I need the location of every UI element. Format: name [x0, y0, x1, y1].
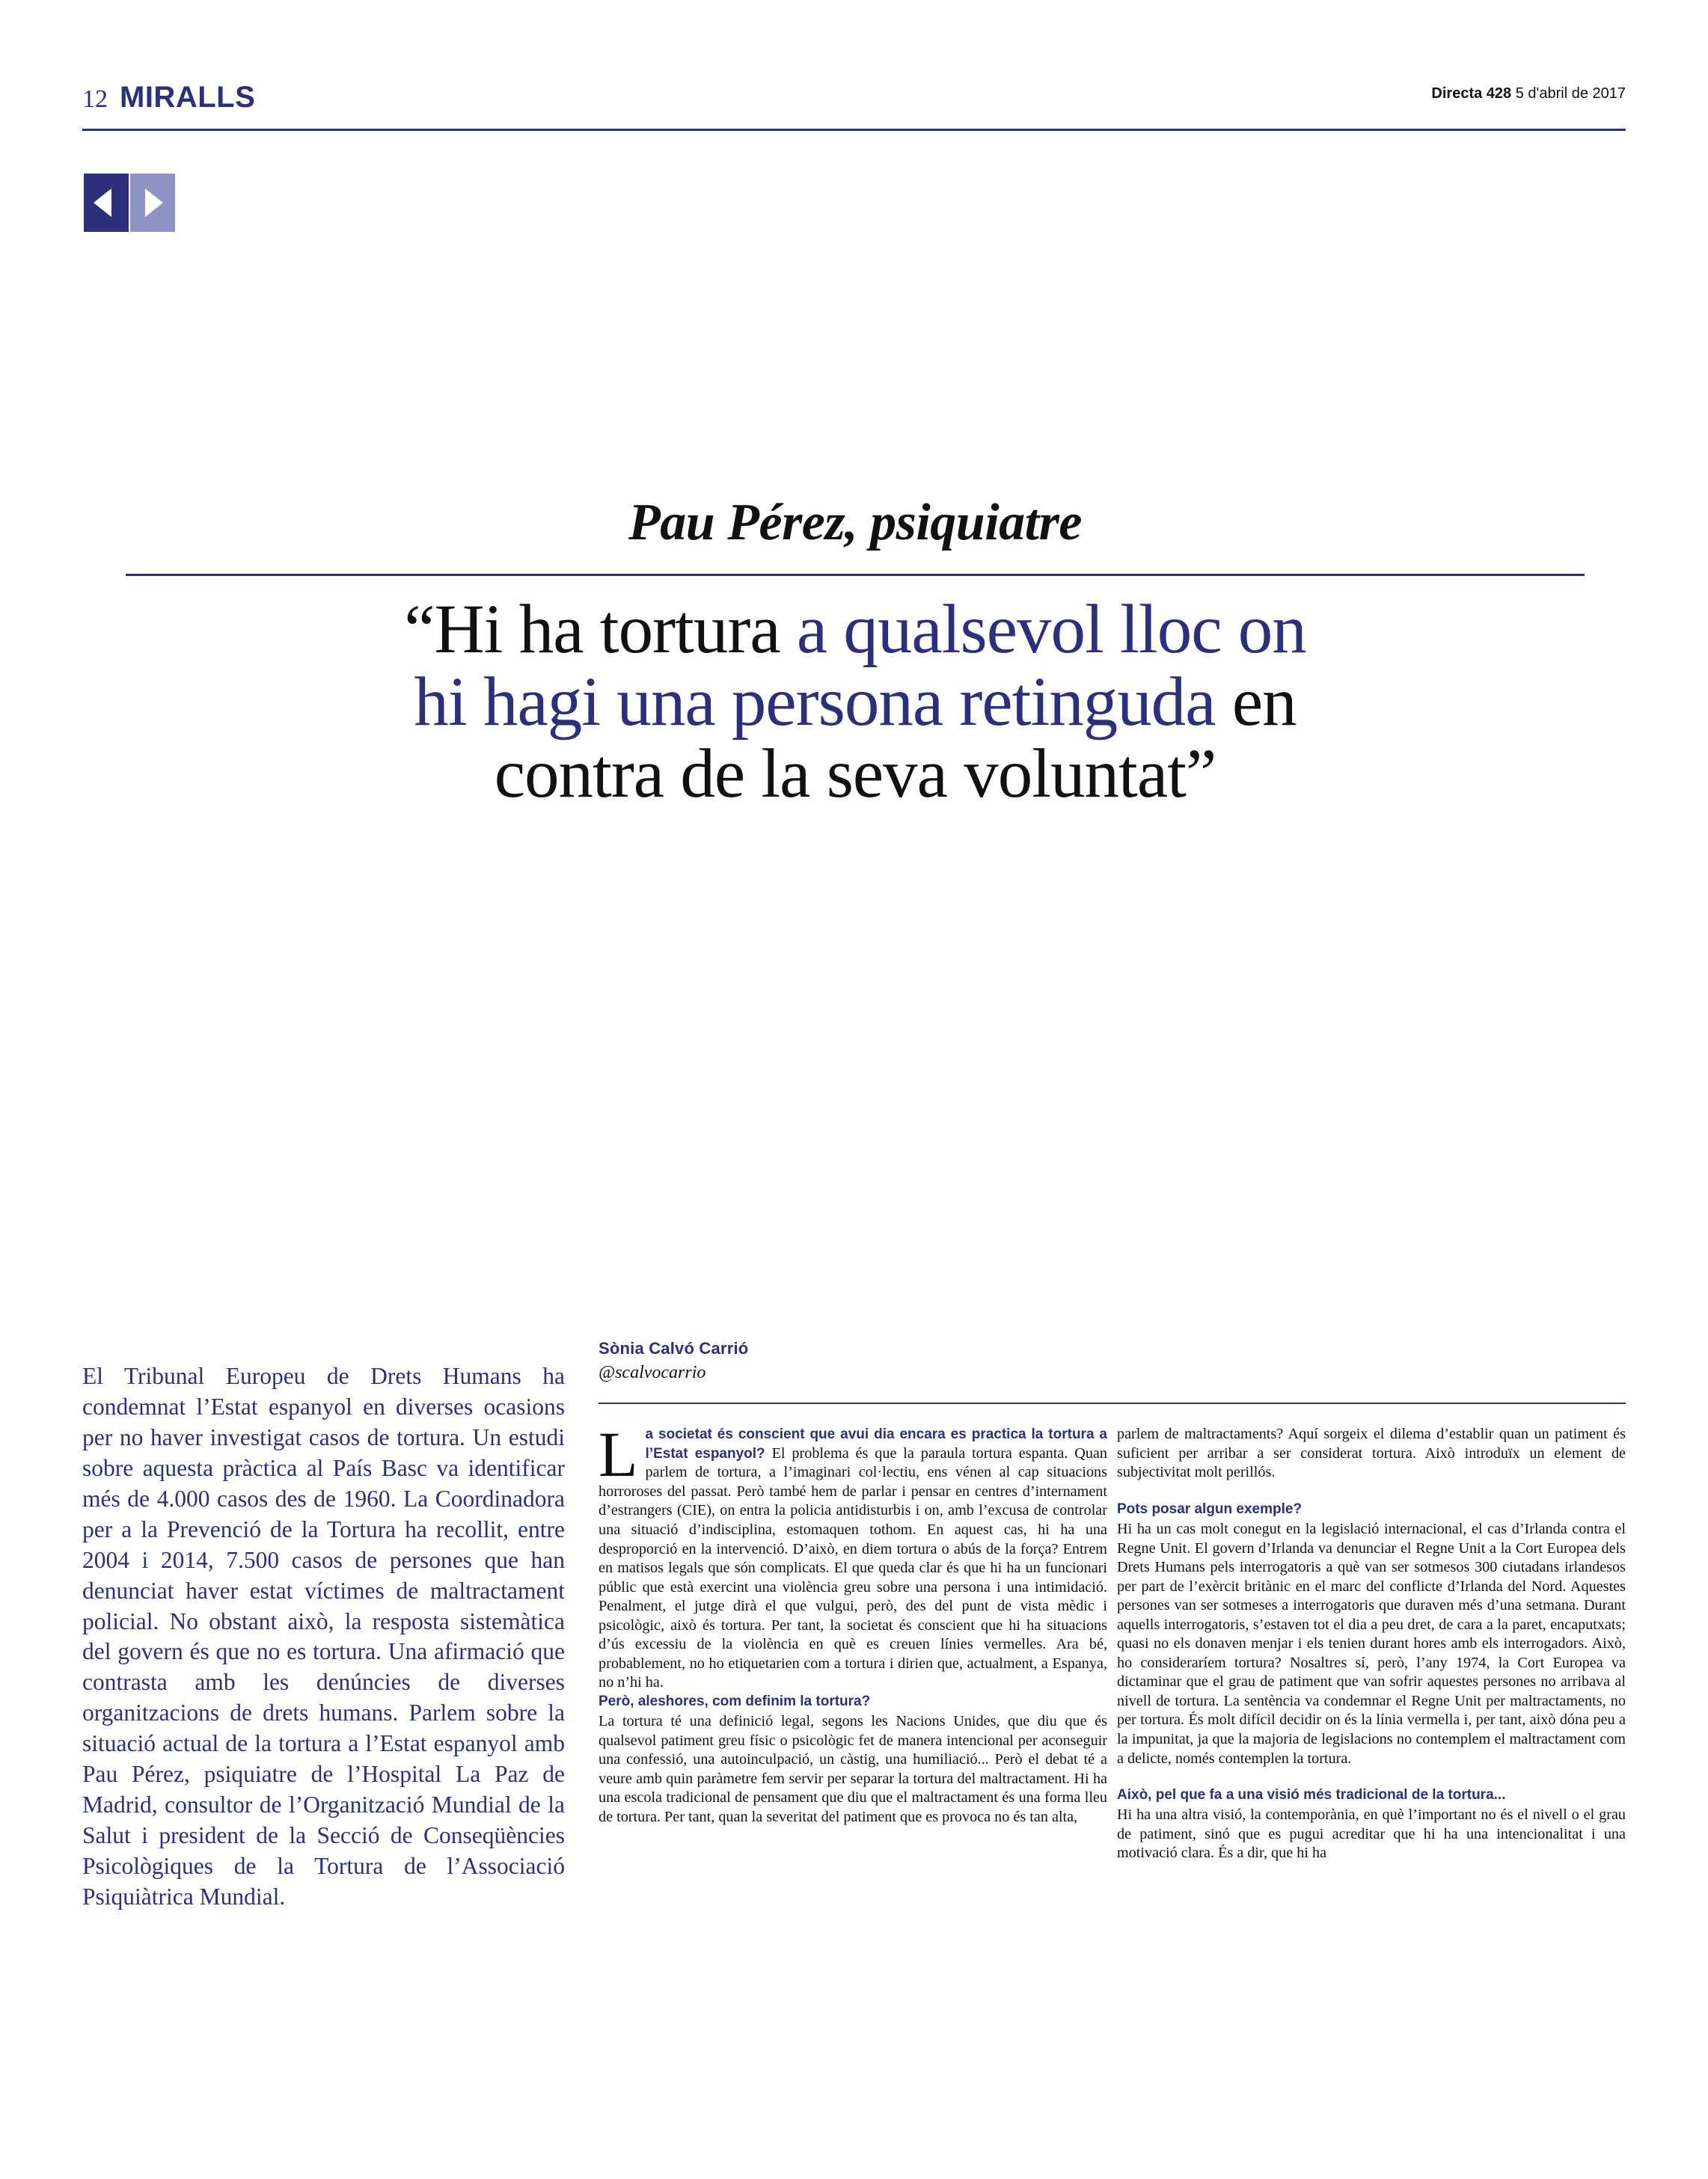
page-folio: 12 — [82, 85, 108, 113]
paragraph: parlem de maltractaments? Aquí sorgeix el dilema d’establir quan un patiment és suficient per arribar a ser considerat tortura. Això introduïx un element de subjectivitat molt perillós. — [1117, 1426, 1626, 1481]
headline-line-2-plain: en — [1231, 663, 1297, 741]
paragraph: La tortura té una definició legal, segons les Nacions Unides, que diu que és qualsevol patiment greu físic o psicològic fet de manera intencional per aconseguir una confessió, una autoinculpació, un càstig, una humiliació... Però el debat té a veure amb quin paràmetre fem servir per separar la tortura del maltractament. Hi ha una escola tradicional de pensament que diu que el maltractament és una forma lleu de tortura. Per tant, quan la severitat del patiment que es provoca no és tan alta, — [599, 1713, 1107, 1825]
kicker-divider — [126, 574, 1585, 576]
article-column-3 — [1117, 1425, 1626, 1863]
headline-block — [126, 494, 1585, 811]
question-heading: Això, pel que fa a una visió més tradicional de la tortura... — [1117, 1787, 1506, 1803]
article-kicker: Pau Pérez, psiquiatre — [628, 494, 1082, 551]
headline-line-2-blue: hi hagi una persona retinguda — [414, 663, 1232, 741]
publication-issue: Directa 428 — [1431, 85, 1512, 102]
paragraph: Hi ha un cas molt conegut en la legislació internacional, el cas d’Irlanda contra el Regne Unit. El govern d’Irlanda va denunciar el Regne Unit a la Cort Europea dels Drets Humans pels interrogatoris a què van ser sotmesos 300 ciutadans irlandesos per part de l’exèrcit britànic en el marc del conflicte d’Irlanda del Nord. Aquestes persones van ser sotmeses a interrogatoris que duraven més d’una setmana. Durant aquells interrogatoris, s’estaven tot el dia a peu dret, de cara a la paret, encaputxats; quasi no els donaven menjar i els tenien durant hores amb els interrogadors. Això, ho consideraríem tortura? Nosaltres sí, però, l’any 1974, la Cort Europea va dictaminar que el grau de patiment que van sofrir aquestes persones no arribava al nivell de tortura. La sentència va condemnar el Regne Unit per maltractaments, no per tortura. És molt difícil decidir on és la línia vermella i, per tant, això dóna peu a la impunitat, ja que la majoria de legislacions no contemplem el maltractament com a delicte, només contemplen la tortura. — [1117, 1520, 1626, 1767]
headline-line-1-plain: “Hi ha tortura — [404, 591, 797, 668]
article-standfirst: El Tribunal Europeu de Drets Humans ha condemnat l’Estat espanyol en diverses ocasions per no haver investigat casos de tortura. Un estudi sobre aquesta pràctica al País Basc va identificar més de 4.000 casos des de 1960. La Coordinadora per a la Prevenció de la Tortura ha recollit, entre 2004 i 2014, 7.500 casos de persones que han denunciat haver estat víctimes de maltractament policial. No obstant això, la resposta sistemàtica del govern és que no es tortura. Una afirmació que contrasta amb les denúncies de diverses organitzacions de drets humans. Parlem sobre la situació actual de la tortura a l’Estat espanyol amb Pau Pérez, psiquiatre de l’Hospital La Paz de Madrid, consultor de l’Organització Mundial de la Salut i president de la Secció de Conseqüències Psicològiques de la Tortura de l’Associació Psiquiàtrica Mundial. — [82, 1363, 565, 1910]
headline-line-1 — [126, 591, 1585, 668]
byline-author: Sònia Calvó Carrió — [599, 1339, 749, 1358]
triangle-right-icon — [145, 189, 163, 217]
section-title: MIRALLS — [120, 81, 256, 114]
byline-handle: @scalvocarrio — [599, 1363, 706, 1382]
previous-page-button[interactable] — [84, 174, 129, 232]
question-heading: Però, aleshores, com definim la tortura? — [599, 1693, 871, 1709]
headline-line-1-blue: a qualsevol lloc on — [796, 591, 1306, 668]
publication-date: 5 d'abril de 2017 — [1515, 85, 1626, 102]
article-column-2 — [599, 1418, 1107, 1827]
paragraph: Hi ha una altra visió, la contemporània, en què l’important no és el nivell o el grau de patiment, sinó que es pugui acreditar que hi ha una intencionalitat i una motivació clara. És a dir, que hi ha — [1117, 1806, 1626, 1862]
next-page-button[interactable] — [130, 174, 175, 232]
headline-line-3 — [126, 735, 1585, 813]
triangle-left-icon — [94, 189, 111, 217]
header-left-group — [82, 81, 255, 114]
question-heading: Pots posar algun exemple? — [1117, 1501, 1303, 1517]
byline-divider — [599, 1403, 1626, 1404]
headline-line-3-plain: contra de la seva voluntat” — [494, 735, 1216, 813]
byline — [599, 1339, 1107, 1383]
headline-line-2 — [126, 663, 1585, 741]
header-divider — [82, 129, 1626, 131]
page-navigation[interactable] — [84, 174, 185, 235]
paragraph: El problema és que la paraula tortura espanta. Quan parlem de tortura, a l’imaginari col·lectiu, ens vénen al cap situacions horroroses del passat. Però també hem de parlar i pensar en centres d’internament d’estrangers (CIE), on entra la policia antidisturbis i on, amb l’excusa de controlar una situació d’indisciplina, estomaquen tothom. En aquest cas, hi ha una desproporció en la intervenció. D’això, en diem tortura o abús de la força? Entrem en matisos legals que són complicats. El que queda clar és que hi ha un funcionari públic que està exercint una violència greu sobre una persona i una intimidació. Penalment, el jutge dirà el que vulgui, però, des del punt de vista mèdic i psicològic, això és tortura. Per tant, la societat és conscient que hi ha situacions d’ús excessiu de la violència en què es creuen línies vermelles. Ara bé, probablement, no ho etiquetarien com a tortura i dirien que, actualment, a Espanya, no n’hi ha. — [599, 1444, 1107, 1691]
page-header — [82, 81, 1626, 126]
lead-question-block — [599, 1418, 1107, 1693]
lead-question: a societat és conscient que avui dia encara es practica la tortura a l’Estat espanyol? — [645, 1426, 1107, 1462]
header-meta — [1431, 85, 1626, 102]
article-headline — [126, 591, 1585, 813]
drop-cap: L — [599, 1418, 638, 1490]
